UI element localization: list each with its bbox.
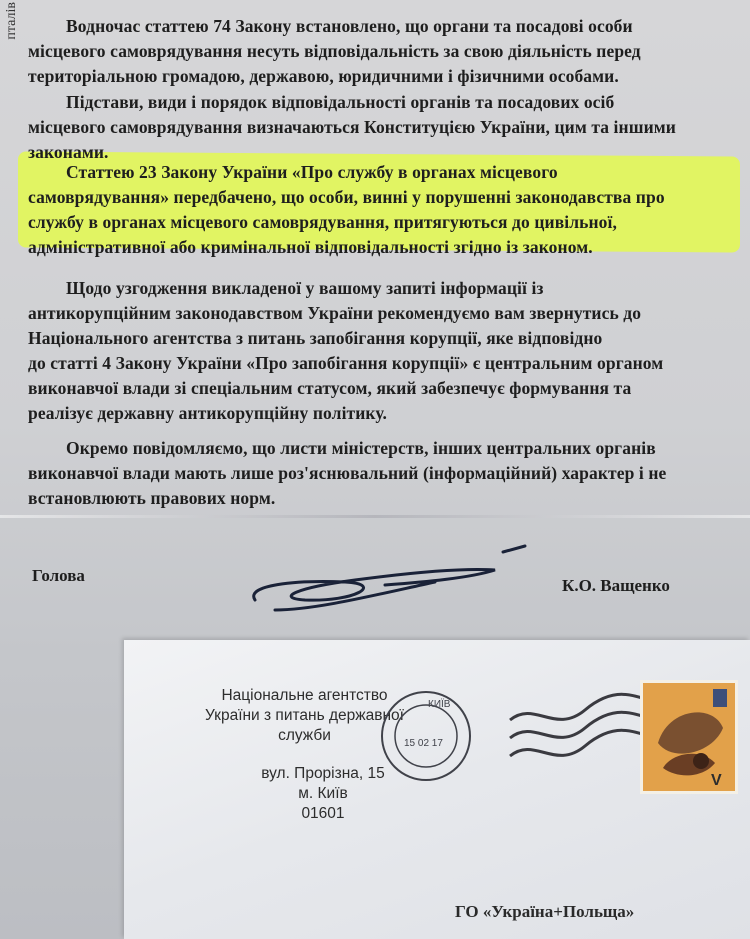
address-line: м. Київ: [298, 785, 348, 802]
address-block: [258, 764, 388, 824]
address-line: 01601: [301, 805, 345, 822]
recipient-line: служби: [278, 727, 331, 744]
stamp-denomination: V: [711, 772, 722, 789]
address-line: вул. Прорізна, 15: [261, 765, 385, 782]
text-line: Окремо повідомляємо, що листи міністерств, інших центральних органів: [66, 438, 656, 458]
text-line: місцевого самоврядування несуть відповідальність за свою діяльність перед: [28, 41, 641, 61]
text-line: законами.: [28, 142, 109, 162]
text-line: реалізує державну антикорупційну політику.: [28, 403, 387, 423]
postmark-date: 15 02 17: [404, 738, 443, 749]
text-line: адміністративної або кримінальної відповідальності згідно із законом.: [28, 237, 593, 257]
paragraph-4: [28, 276, 718, 426]
text-line: Щодо узгодження викладеної у вашому запиті інформації із: [66, 278, 544, 298]
sender-name: ГО «Україна+Польща»: [455, 902, 635, 921]
edge-text: пталів: [4, 2, 19, 40]
text-line: службу в органах місцевого самоврядування, притягуються до цивільної,: [28, 212, 617, 232]
text-line: виконавчої влади мають лише роз'яснювальний (інформаційний) характер і не: [28, 463, 667, 483]
text-line: встановлюють правових норм.: [28, 488, 276, 508]
recipient-line: України з питань державної: [205, 707, 404, 724]
text-line: Водночас статтею 74 Закону встановлено, що органи та посадові особи: [66, 16, 633, 36]
paper-fold: [0, 515, 750, 518]
stamp-artwork: [643, 683, 735, 791]
handwritten-signature: [235, 540, 535, 620]
recipient-line: Національне агентство: [221, 687, 388, 704]
postmark-icon: [370, 688, 482, 783]
text-line: територіальною громадою, державою, юридичними і фізичними особами.: [28, 66, 619, 86]
paragraph-1: [28, 14, 718, 89]
postmark-city: КИЇВ: [428, 699, 451, 710]
text-line: до статті 4 Закону України «Про запобігання корупції» є центральним органом: [28, 353, 664, 373]
text-line: Підстави, види і порядок відповідальності органів та посадових осіб: [66, 92, 615, 112]
text-line: Національного агентства з питань запобігання корупції, яке відповідно: [28, 328, 603, 348]
text-line: самоврядування» передбачено, що особи, винні у порушенні законодавства про: [28, 187, 665, 207]
text-line: місцевого самоврядування визначаються Конституцією України, цим та іншими: [28, 117, 676, 137]
text-line: антикорупційним законодавством України рекомендуємо вам звернутись до: [28, 303, 642, 323]
signatory-name: К.О. Ващенко: [562, 576, 670, 595]
text-line: Статтею 23 Закону України «Про службу в органах місцевого: [66, 162, 558, 182]
paragraph-3-highlighted: [28, 160, 718, 260]
text-line: виконавчої влади зі спеціальним статусом, який забезпечує формування та: [28, 378, 632, 398]
paragraph-2: [28, 90, 718, 165]
postage-stamp: [640, 680, 738, 794]
paragraph-5: [28, 436, 718, 511]
signatory-position: Голова: [32, 566, 85, 585]
